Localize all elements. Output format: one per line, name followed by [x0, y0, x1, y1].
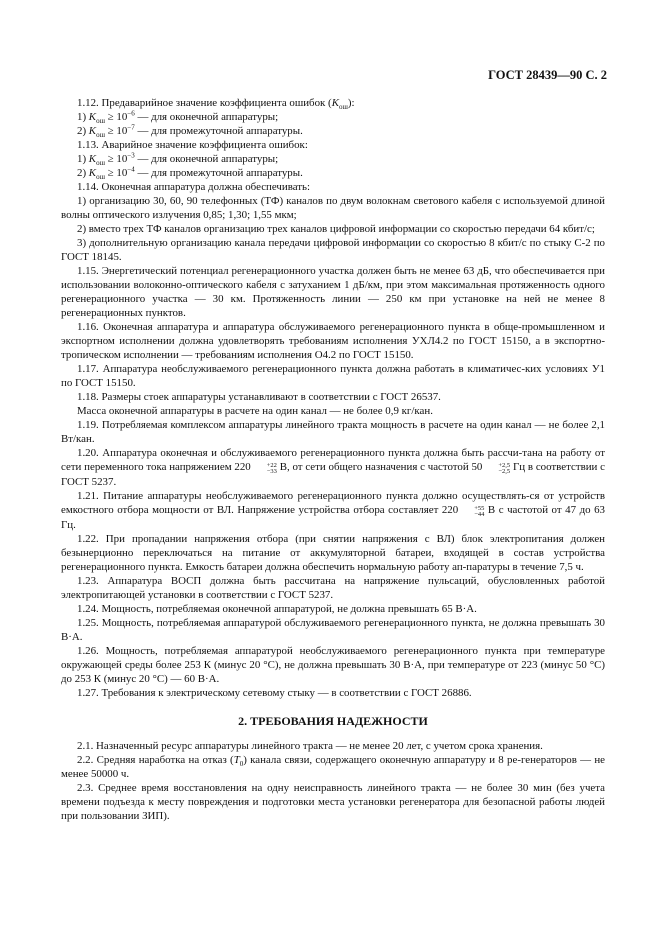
item-1-15: 1.15. Энергетический потенциал регенерационного участка должен быть не менее 63 дБ, что обеспечивается при использовании волоконно-оптического кабеля с затуханием 1 дБ/км, при этом максимальная протяженность одного регенерационного участка — 30 км. Протяженность линии — 250 км при установке на ней не менее 8 регенерационных пунктов. [61, 265, 605, 319]
item-1-26: 1.26. Мощность, потребляемая аппаратурой необслуживаемого регенерационного пункта при температуре окружающей среды более 253 К (минус 20 °С), не должна превышать 30 В·А, при температуре от 223 (минус 50 °С) до 253 К (минус 20 °С) — 60 В·А. [61, 645, 605, 685]
item-1-27: 1.27. Требования к электрическому сетевому стыку — в соответствии с ГОСТ 26886. [77, 687, 472, 699]
item-1-17: 1.17. Аппаратура необслуживаемого регенерационного пункта должна работать в климатичес-ких условиях У1 по ГОСТ 15150. [61, 363, 605, 389]
item-1-21: 1.21. Питание аппаратуры необслуживаемого регенерационного пункта должно осуществлять-ся от устройств емкостного отбора мощности от ВЛ. Напряжение устройства отбора составляет 220 +55 −44 В с частотой от 47 до 63 Гц. [61, 490, 605, 531]
item-1-18-mass: Масса оконечной аппаратуры в расчете на один канал — не более 0,9 кг/кан. [77, 405, 433, 417]
item-2-2: 2.2. Средняя наработка на отказ $(T_0)$ канала связи, содержащего оконечную аппаратуру и 8 ре-генераторов — не менее 50000 ч. [61, 754, 605, 780]
item-1-13-2: 2) $K_{ош} \ge 10^{-4}$ — для промежуточной аппаратуры. [77, 165, 303, 182]
item-1-14-1: 1) организацию 30, 60, 90 телефонных (ТФ) каналов по двум волокнам светового кабеля с используемой длиной волны оптического излучения 0,85; 1,30; 1,55 мкм; [61, 195, 605, 221]
item-1-23: 1.23. Аппаратура ВОСП должна быть рассчитана на напряжение пульсаций, обусловленных работой электропитающей установки в соответствии с ГОСТ 5237. [61, 575, 605, 601]
section-2-title: 2. ТРЕБОВАНИЯ НАДЕЖНОСТИ [238, 714, 428, 728]
item-1-25: 1.25. Мощность, потребляемая аппаратурой обслуживаемого регенерационного пункта, не должна превышать 30 В·А. [61, 617, 605, 643]
item-1-13-1: 1) $K_{ош} \ge 10^{-3}$ — для оконечной аппаратуры; [77, 151, 279, 168]
document-body [61, 96, 605, 823]
item-1-16: 1.16. Оконечная аппаратура и аппаратура обслуживаемого регенерационного пункта в обще-промышленном и экспортном исполнении должна удовлетворять требованиям исполнения УХЛ4.2 по ГОСТ 15150, а в экспортно-тропическом исполнении — требованиям исполнения О4.2 по ГОСТ 15150. [61, 321, 605, 361]
item-1-14-2: 2) вместо трех ТФ каналов организацию трех каналов цифровой информации со скоростью передачи 64 кбит/с; [77, 223, 595, 235]
item-1-12: 1.12. Предаварийное значение коэффициента ошибок $(K_{ош})$: [77, 97, 355, 112]
item-2-1: 2.1. Назначенный ресурс аппаратуры линейного тракта — не менее 20 лет, с учетом срока хранения. [77, 740, 543, 752]
item-1-24: 1.24. Мощность, потребляемая оконечной аппаратурой, не должна превышать 65 В·А. [77, 603, 477, 615]
item-1-12-1: 1) $K_{ош} \ge 10^{-6}$ — для оконечной аппаратуры; [77, 109, 279, 126]
item-1-13: 1.13. Аварийное значение коэффициента ошибок: [77, 139, 308, 151]
item-1-12-2: 2) $K_{ош} \ge 10^{-7}$ — для промежуточной аппаратуры. [77, 123, 303, 140]
item-1-18: 1.18. Размеры стоек аппаратуры устанавливают в соответствии с ГОСТ 26537. [77, 391, 441, 403]
item-1-14-3: 3) дополнительную организацию канала передачи цифровой информации со скоростью 8 кбит/с по стыку С-2 по ГОСТ 18145. [61, 237, 605, 263]
item-1-14: 1.14. Оконечная аппаратура должна обеспечивать: [77, 181, 311, 193]
item-1-20: 1.20. Аппаратура оконечная и обслуживаемого регенерационного пункта должна быть рассчи-тана на работу от сети переменного тока напряжением 220 +22 −33 В, от сети общего назначения с частотой 50 +2,5 −2,5 Гц в соответствии с ГОСТ 5237. [61, 447, 605, 488]
item-1-19: 1.19. Потребляемая комплексом аппаратуры линейного тракта мощность в расчете на один канал — не более 2,1 Вт/кан. [61, 419, 605, 445]
item-1-22: 1.22. При пропадании напряжения отбора (при снятии напряжения с ВЛ) блок электропитания должен безынерционно переключаться на питание от аккумуляторной батареи, входящей в состав устройства регенерационного пункта. Емкость батареи должна обеспечить нормальную работу ап-паратуры в течение 7,5 ч. [61, 533, 605, 573]
item-2-3: 2.3. Среднее время восстановления на одну неисправность линейного тракта — не более 30 мин (без учета времени подъезда к месту повреждения и подготовки места установки регенератора для безопасной работы людей при пользовании ЗИП). [61, 782, 605, 822]
page-header: ГОСТ 28439—90 С. 2 [488, 68, 607, 82]
